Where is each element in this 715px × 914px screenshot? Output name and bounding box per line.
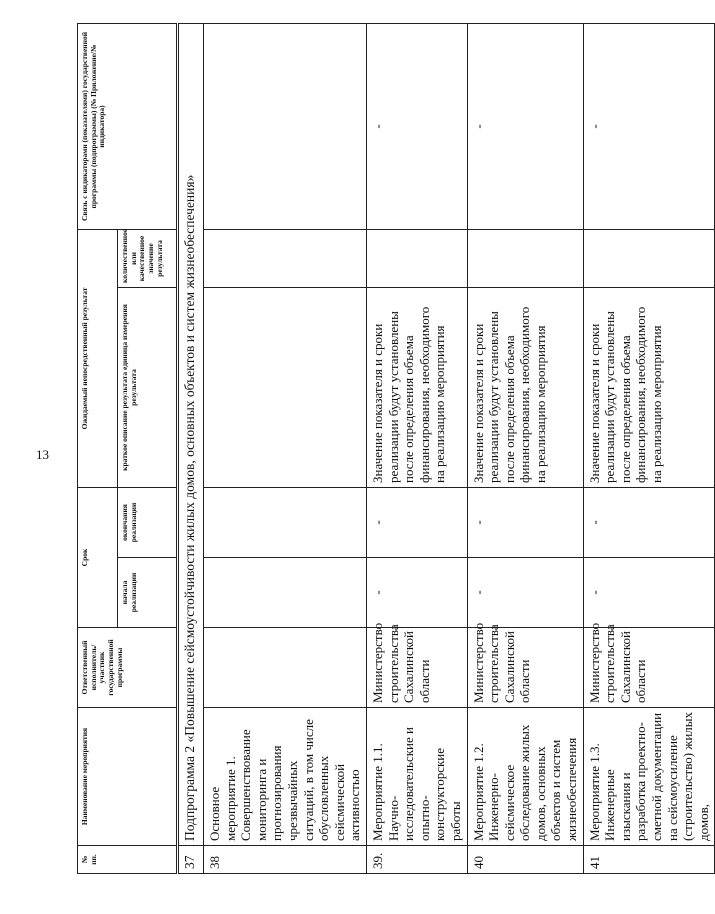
rotated-table-page: [77, 24, 711, 874]
row-value: [467, 229, 583, 287]
header-result: Ожидаемый непосредственный результат: [78, 229, 118, 487]
row-responsible: [204, 628, 367, 708]
row-end: -: [583, 487, 715, 557]
header-num: № пп.: [78, 846, 178, 874]
row-end: -: [467, 487, 583, 557]
row-num: 40: [467, 846, 583, 874]
header-result-desc: краткое описание результата единица измерения результата: [118, 287, 178, 487]
row-start: -: [583, 558, 715, 628]
row-link: -: [583, 23, 715, 229]
row-value: [366, 229, 467, 287]
table-row: [467, 23, 583, 873]
subprogram-title: Подпрограмма 2 «Повышение сейсмоустойчивости жилых домов, основных объектов и систем жизнеобеспечения»: [178, 23, 204, 845]
header-responsible: Ответственный исполнитель/участник государственной программы: [78, 628, 178, 708]
row-responsible: Министерство строительства Сахалинской области: [583, 628, 715, 708]
header-link: Связь с индикаторами (показателями) государственной программы (подпрограммы) (№ Приложение/№ индикатора): [78, 23, 178, 229]
row-name: Мероприятие 1.2. Инженерно-сейсмическое обследование жилых домов, основных объектов и систем жизнеобеспечения: [467, 708, 583, 846]
row-value: [204, 229, 367, 287]
row-responsible: Министерство строительства Сахалинской области: [366, 628, 467, 708]
table-row: [366, 23, 467, 873]
page-number: 13: [36, 447, 49, 462]
header-term-end: окончания реализации: [118, 487, 178, 557]
row-num: 41: [583, 846, 715, 874]
row-result: Значение показателя и сроки реализации будут установлены после определения объема финансирования, необходимого на реализацию мероприятия: [467, 287, 583, 487]
row-num: 39.: [366, 846, 467, 874]
row-name: Основное мероприятие 1. Совершенствование мониторинга и прогнозирования чрезвычайных ситуаций, в том числе обусловленных сейсмической активностью: [204, 708, 367, 846]
row-result: Значение показателя и сроки реализации будут установлены после определения объема финансирования, необходимого на реализацию мероприятия: [583, 287, 715, 487]
subprogram-num: 37: [178, 846, 204, 874]
row-end: [204, 487, 367, 557]
table-row: [204, 23, 367, 873]
row-num: 38: [204, 846, 367, 874]
row-start: -: [366, 558, 467, 628]
row-start: -: [467, 558, 583, 628]
measures-table: [77, 23, 715, 874]
row-name: Мероприятие 1.3. Инженерные изыскания и разработка проектно-сметной документации на сейсмоусиление (строительство) жилых домов,: [583, 708, 715, 846]
row-link: [204, 23, 367, 229]
row-name: Мероприятие 1.1. Научно-исследовательские и опытно-конструкторские работы: [366, 708, 467, 846]
row-end: -: [366, 487, 467, 557]
table-row: [583, 23, 715, 873]
row-start: [204, 558, 367, 628]
header-term-start: начала реализации: [118, 558, 178, 628]
row-link: -: [467, 23, 583, 229]
row-value: [583, 229, 715, 287]
row-responsible: Министерство строительства Сахалинской области: [467, 628, 583, 708]
header-result-value: количественное или качественное значение результата: [118, 229, 178, 287]
row-result: Значение показателя и сроки реализации будут установлены после определения объема финансирования, необходимого на реализацию мероприятия: [366, 287, 467, 487]
row-link: -: [366, 23, 467, 229]
header-term: Срок: [78, 487, 118, 627]
row-result: [204, 287, 367, 487]
header-name: Наименование мероприятия: [78, 708, 178, 846]
